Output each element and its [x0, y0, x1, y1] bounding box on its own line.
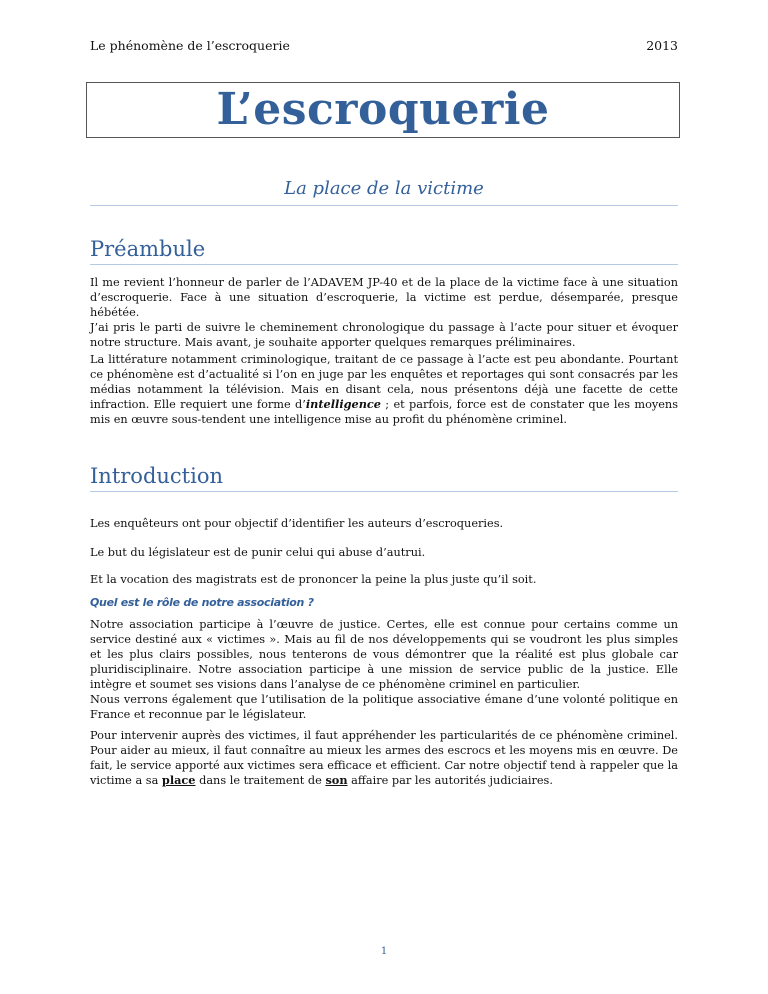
- paragraph-text: dans le traitement de: [195, 774, 326, 787]
- running-header: [90, 38, 678, 53]
- paragraph-preambule-1: [90, 275, 678, 350]
- paragraph-text: Notre association participe à l’œuvre de justice. Certes, elle est connue pour certains comme un service destiné aux « victimes ». Mais au fil de nos développements qui se voudront les plus simples et les plus clairs possibles, nous tenterons de vous démontrer que la réalité est plus globale car pluridisciplinaire. Notre association participe à une mission de service public de la justice. Elle intègre et soumet ses visions dans l’analyse de ce phénomène criminel en particulier.: [90, 618, 678, 691]
- paragraph-text: affaire par les autorités judiciaires.: [347, 774, 553, 787]
- paragraph-intervenir: [90, 728, 678, 788]
- paragraph-text: La littérature notamment criminologique, traitant de ce passage à l’acte est peu abondante. Pourtant ce phénomène est d’actualité si l’on en juge par les enquêtes et reportages qui sont consacrés par les médias notamment la télévision. Mais en disant cela, nous présentons déjà une facette de cette infraction. Elle requiert une forme d’: [90, 353, 678, 411]
- paragraph-text: Il me revient l’honneur de parler de l’ADAVEM JP-40 et de la place de la victime face à une situation d’escroquerie. Face à une situation d’escroquerie, la victime est perdue, désemparée, presque hébétée.: [90, 276, 678, 319]
- paragraph-intro-legislateur: Le but du législateur est de punir celui qui abuse d’autrui.: [90, 546, 426, 559]
- paragraph-text: Pour intervenir auprès des victimes, il faut appréhender les particularités de ce phénomène criminel. Pour aider au mieux, il faut connaître au mieux les armes des escrocs et les moyens mis en œuvre. De fait, le service apporté aux victimes sera efficace et efficient. Car notre objectif tend à rappeler que la victime a sa: [90, 729, 678, 787]
- header-year: 2013: [646, 38, 678, 53]
- paragraph-text: Nous verrons également que l’utilisation de la politique associative émane d’une volonté politique en France et reconnue par le législateur.: [90, 693, 678, 721]
- emphasis-intelligence: intelligence: [305, 397, 381, 411]
- header-document-title: Le phénomène de l’escroquerie: [90, 38, 290, 53]
- paragraph-preambule-2: [90, 352, 678, 427]
- emphasis-son: son: [325, 773, 348, 787]
- document-title: L’escroquerie: [216, 84, 550, 135]
- subheading-role-association: Quel est le rôle de notre association ?: [90, 596, 314, 609]
- paragraph-intro-enqueteurs: Les enquêteurs ont pour objectif d’identifier les auteurs d’escroqueries.: [90, 517, 504, 530]
- document-subtitle: La place de la victime: [90, 178, 678, 206]
- paragraph-intro-magistrats: Et la vocation des magistrats est de prononcer la peine la plus juste qu’il soit.: [90, 573, 537, 586]
- title-box: [86, 82, 680, 138]
- paragraph-text: ; et parfois, force est de constater que les moyens mis en œuvre sous-tendent une intelligence mise au profit du phénomène criminel.: [90, 398, 679, 426]
- page-number: 1: [380, 946, 388, 957]
- heading-introduction: Introduction: [90, 464, 678, 492]
- paragraph-text: J’ai pris le parti de suivre le cheminement chronologique du passage à l’acte pour situer et évoquer notre structure. Mais avant, je souhaite apporter quelques remarques préliminaires.: [90, 321, 678, 349]
- emphasis-place: place: [161, 773, 196, 787]
- heading-preambule: Préambule: [90, 237, 678, 265]
- paragraph-role-association: [90, 617, 678, 722]
